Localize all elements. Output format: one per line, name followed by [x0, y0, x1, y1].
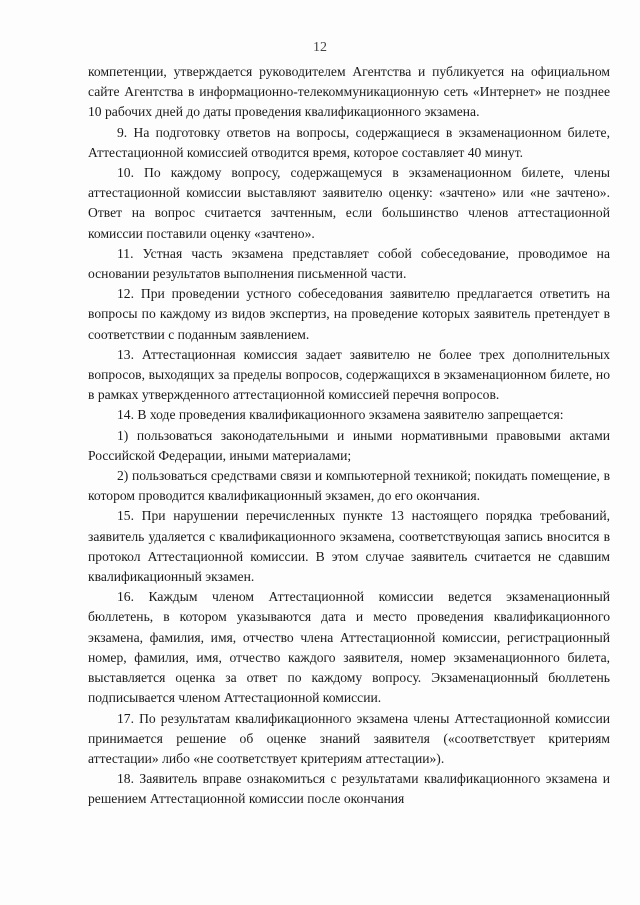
paragraph-item-10: 10. По каждому вопросу, содержащемуся в экзаменационном билете, члены аттестационной комиссии выставляют заявителю оценку: «зачтено» или «не зачтено». Ответ на вопрос считается зачтенным, если большинство членов аттестационной комиссии поставили оценку «зачтено». [88, 165, 610, 241]
paragraph-item-15: 15. При нарушении перечисленных пункте 13 настоящего порядка требований, заявитель удаляется с квалификационного экзамена, соответствующая запись вносится в протокол Аттестационной комиссии. В этом случае заявитель считается не сдавшим квалификационный экзамен. [88, 508, 610, 585]
page-number: 12 [313, 40, 327, 55]
paragraph-item-9: 9. На подготовку ответов на вопросы, содержащиеся в экзаменационном билете, Аттестационной комиссией отводится время, которое составляет 40 минут. [88, 124, 610, 160]
paragraph-item-14: 14. В ходе проведения квалификационного экзамена заявителю запрещается: [117, 407, 564, 423]
paragraph-item-12: 12. При проведении устного собеседования заявителю предлагается ответить на вопросы по каждому из видов экспертиз, на проведение которых заявитель претендует в соответствии с поданным заявлением. [88, 286, 610, 342]
paragraph-item-11: 11. Устная часть экзамена представляет собой собеседование, проводимое на основании результатов выполнения письменной части. [88, 245, 610, 282]
paragraph-item-17: 17. По результатам квалификационного экзамена члены Аттестационной комиссии принимается решение об оценке знаний заявителя («соответствует критериям аттестации» либо «не соответствует критериям аттестации»). [88, 710, 610, 766]
paragraph-subitem-2: 2) пользоваться средствами связи и компьютерной техникой; покидать помещение, в котором проводится квалификационный экзамен, до его окончания. [88, 468, 610, 504]
paragraph-item-16: 16. Каждым членом Аттестационной комиссии ведется экзаменационный бюллетень, в котором указываются дата и место проведения квалификационного экзамена, фамилия, имя, отчество члена Аттестационной комиссии, регистрационный номер, фамилия, имя, отчество каждого заявителя, номер экзаменационного билета, выставляется оценка за ответ по каждому вопросу. Экзаменационный бюллетень подписывается членом Аттестационной комиссии. [88, 589, 610, 706]
paragraph-continuation: компетенции, утверждается руководителем Агентства и публикуется на официальном сайте Агентства в информационно-телекоммуникационную сеть «Интернет» не позднее 10 рабочих дней до даты проведения квалификационного экзамена. [88, 64, 610, 120]
document-body [88, 62, 610, 810]
paragraph-item-18: 18. Заявитель вправе ознакомиться с результатами квалификационного экзамена и решением Аттестационной комиссии после окончания [88, 771, 610, 807]
paragraph-item-13: 13. Аттестационная комиссия задает заявителю не более трех дополнительных вопросов, выходящих за пределы вопросов, содержащихся в экзаменационном билете, но в рамках утвержденного аттестационной комиссией перечня вопросов. [88, 346, 610, 403]
paragraph-subitem-1: 1) пользоваться законодательными и иными нормативными правовыми актами Российской Федерации, иными материалами; [88, 427, 610, 463]
